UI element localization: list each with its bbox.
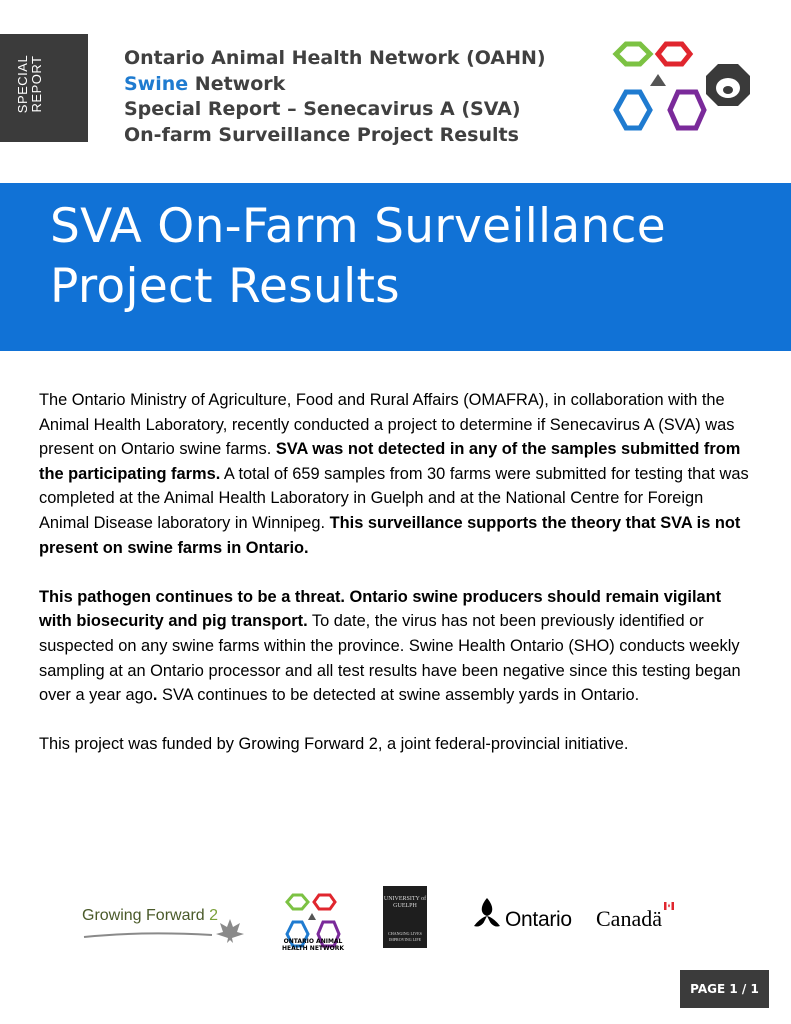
growing-forward-text: Growing Forward <box>82 907 205 924</box>
p1-bold-b: SVA was not detected in any of the samples submitted from the participating farms. <box>39 440 741 483</box>
p2-bold-a: This pathogen continues to be a threat. Ontario swine producers should remain vigilant with biosecurity and pig transport. <box>39 587 722 631</box>
banner-title <box>50 197 666 317</box>
oahn-small-logo-text: ONTARIO ANIMAL HEALTH NETWORK <box>282 938 344 952</box>
sponsor-logos <box>0 880 791 960</box>
header-report-type: Special Report – Senecavirus A (SVA) <box>124 98 521 120</box>
page-number-badge: PAGE 1 / 1 <box>680 970 769 1008</box>
canada-wordmark: Canadä <box>596 906 662 931</box>
side-tab-line1: SPECIAL <box>15 54 30 114</box>
maple-leaf-icon <box>82 905 252 945</box>
logo-triangle <box>650 74 666 86</box>
header-network-rest: Network <box>188 72 286 95</box>
p2-text-d: SVA continues to be detected at swine assembly yards in Ontario. <box>157 686 640 705</box>
p2-bold-c: . <box>152 686 158 705</box>
growing-forward-logo <box>82 905 252 945</box>
ontario-logo <box>470 892 580 936</box>
paragraph-threat <box>39 585 749 708</box>
growing-forward-number: 2 <box>204 907 219 924</box>
side-tab-line2: REPORT <box>29 55 44 113</box>
logo-hex-purple <box>670 92 704 128</box>
banner-title-line2: Project Results <box>50 259 400 314</box>
ontario-wordmark: Ontario <box>505 908 572 931</box>
p1-text-a: The Ontario Ministry of Agriculture, Food and Rural Affairs (OMAFRA), in collaboration with the Animal Health Laboratory, recently conducted a project to determine if Senecavirus A (SVA) was present on Ontario swine farms. <box>39 391 735 459</box>
report-body <box>39 388 749 782</box>
pig-icon <box>706 64 750 106</box>
canada-flag-icon <box>664 902 674 910</box>
uog-name: UNIVERSITY of GUELPH <box>383 896 427 909</box>
logo-hex-blue <box>616 92 650 128</box>
report-header <box>124 46 546 148</box>
title-banner <box>0 183 791 351</box>
trillium-icon <box>470 894 504 934</box>
paragraph-results <box>39 388 749 560</box>
logo-hex-green <box>616 44 650 64</box>
oahn-logo <box>606 40 756 136</box>
special-report-tab <box>0 34 88 142</box>
p1-text-c: A total of 659 samples from 30 farms were submitted for testing that was completed at the Animal Health Laboratory in Guelph and at the National Centre for Foreign Animal Disease laboratory in Winnipeg. <box>39 464 749 532</box>
header-report-topic: On-farm Surveillance Project Results <box>124 123 519 146</box>
uog-motto: CHANGING LIVES IMPROVING LIFE <box>388 931 422 942</box>
logo-hex-red <box>658 44 690 64</box>
header-network-accent: Swine <box>124 72 189 95</box>
p2-text-b: To date, the virus has not been previously identified or suspected on any swine farms within the province. Swine Health Ontario (SHO) conducts weekly sampling at an Ontario processor and all test results have been negative since this testing began over a year ago <box>39 612 741 705</box>
banner-title-line1: SVA On-Farm Surveillance <box>50 199 666 254</box>
university-of-guelph-logo <box>383 886 427 948</box>
paragraph-funding: This project was funded by Growing Forward 2, a joint federal-provincial initiative. <box>39 735 629 754</box>
p1-bold-d: This surveillance supports the theory that SVA is not present on swine farms in Ontario. <box>39 513 741 557</box>
header-network <box>124 72 546 98</box>
header-org: Ontario Animal Health Network (OAHN) <box>124 47 546 69</box>
